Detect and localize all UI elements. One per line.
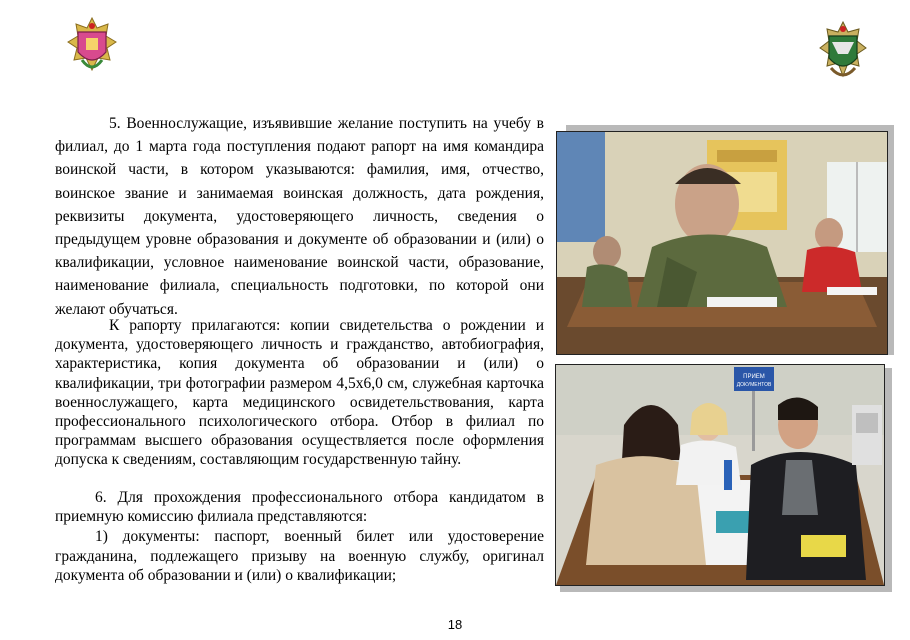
- sign-line-1: ПРИЕМ: [743, 374, 765, 380]
- emblem-left-icon: [66, 16, 118, 76]
- paragraph-documents: 1) документы: паспорт, военный билет или удостоверение гражданина, подлежащего призыву на военную службу, оригинал документа об образовании и (или) о квалификации;: [55, 528, 544, 585]
- paragraph-attachments: К рапорту прилагаются: копии свидетельства о рождении и документа, удостоверяющего личность и гражданство, автобиография, характеристика, копия документа об образовании и (или) о квалификации, три фотографии размером 4,5х6,0 см, служебная карточка военнослужащего, карта медицинского освидетельствования, карта профессионального психологического отбора. Отбор в филиал по программам высшего образования осуществляется после оформления допуска к сведениям, составляющим государственную тайну.: [55, 317, 544, 469]
- right-emblem: [818, 20, 868, 84]
- page-number: 18: [447, 617, 463, 632]
- left-emblem: [66, 16, 118, 76]
- sign-line-2: ДОКУМЕНТОВ: [736, 382, 772, 388]
- exam-room-image: [557, 132, 887, 354]
- paragraph-5: 5. Военнослужащие, изъявившие желание поступить на учебу в филиал, до 1 марта года поступления подают рапорт на имя командира воинской части, в котором указываются: фамилия, имя, отчество, воинское звание и занимаемая воинская должность, дата рождения, реквизиты документа, удостоверяющего личность, сведения о предыдущем уровне образования и документе об образовании и (или) о квалификации, условное наименование воинской части, образование, наименование филиала, специальность подготовки, по которой они желают обучаться.: [55, 115, 544, 318]
- photo-admissions-desk: [555, 364, 885, 586]
- admissions-desk-image: [556, 365, 884, 585]
- paragraph-6: 6. Для прохождения профессионального отбора кандидатом в приемную комиссию филиала представляются:: [55, 489, 544, 525]
- emblem-right-icon: [818, 20, 868, 84]
- photo-exam-room: [556, 131, 888, 355]
